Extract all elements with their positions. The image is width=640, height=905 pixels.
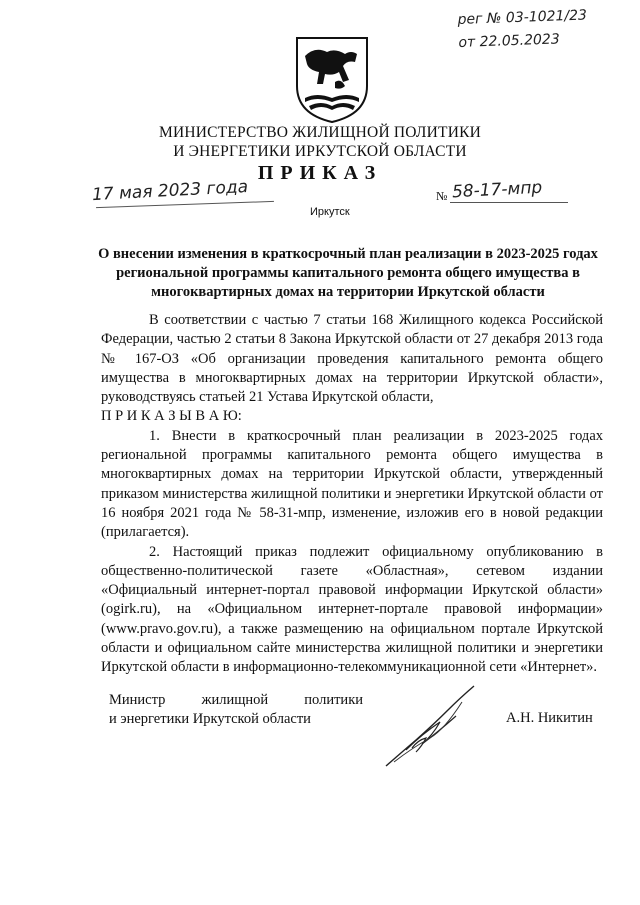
city: Иркутск xyxy=(310,206,350,218)
registration-date: от 22.05.2023 xyxy=(458,31,560,51)
ministry-name xyxy=(0,123,640,161)
ministry-name-line1: МИНИСТЕРСТВО ЖИЛИЩНОЙ ПОЛИТИКИ xyxy=(158,124,482,141)
ministry-name-line2: И ЭНЕРГЕТИКИ ИРКУТСКОЙ ОБЛАСТИ xyxy=(173,143,467,160)
document-title: О внесении изменения в краткосрочный план реализации в 2023-2025 годах региональной программы капитального ремонта общего имущества в многоквартирных домах на территории Иркутской области xyxy=(98,246,598,300)
irkutsk-coat-of-arms-icon xyxy=(295,36,369,124)
order-date: 17 мая 2023 года xyxy=(91,176,249,206)
order-number: 58-17-мпр xyxy=(451,177,543,203)
signatory-position-line2: и энергетики Иркутской области xyxy=(109,711,311,727)
signatory-name: А.Н. Никитин xyxy=(506,710,593,726)
registration-number: рег № 03-1021/23 xyxy=(457,7,588,28)
order-word: П Р И К А З Ы В А Ю: xyxy=(101,408,242,425)
preamble: В соответствии с частью 7 статьи 168 Жилищного кодекса Российской Федерации, частью 2 статьи 8 Закона Иркутской области от 27 декабря 2013 года № 167-ОЗ «Об организации проведения капитального ремонта общего имущества в многоквартирных домах на территории Иркутской области», руководствуясь статьей 21 Устава Иркутской области, xyxy=(101,312,603,406)
document-type: ПРИКАЗ xyxy=(257,162,383,184)
registration-note xyxy=(457,3,629,55)
number-underline xyxy=(450,202,568,203)
handwritten-signature-icon xyxy=(382,682,482,772)
number-prefix: № xyxy=(436,189,448,203)
order-item-1: 1. Внести в краткосрочный план реализации в 2023-2025 годах региональной программы капитального ремонта общего имущества в многоквартирных домах на территории Иркутской области, утвержденный приказом министерства жилищной политики и энергетики Иркутской области от 16 ноября 2021 года № 58-31-мпр, изменение, изложив его в новой редакции (прилагается). xyxy=(101,427,603,541)
signatory-position xyxy=(109,691,363,729)
signatory-position-line1: Министр жилищной политики xyxy=(109,692,363,708)
order-item-2: 2. Настоящий приказ подлежит официальному опубликованию в общественно-политической газете «Областная», сетевом издании «Официальный интернет-портал правовой информации Иркутской области» (ogirk.ru), на «Официальном интернет-портале правовой информации» (www.pravo.gov.ru), а также размещению на официальном портале Иркутской области и официальном сайте министерства жилищной политики и энергетики Иркутской области в информационно-телекоммуникационной сети «Интернет». xyxy=(101,543,603,676)
document-body xyxy=(101,311,603,678)
